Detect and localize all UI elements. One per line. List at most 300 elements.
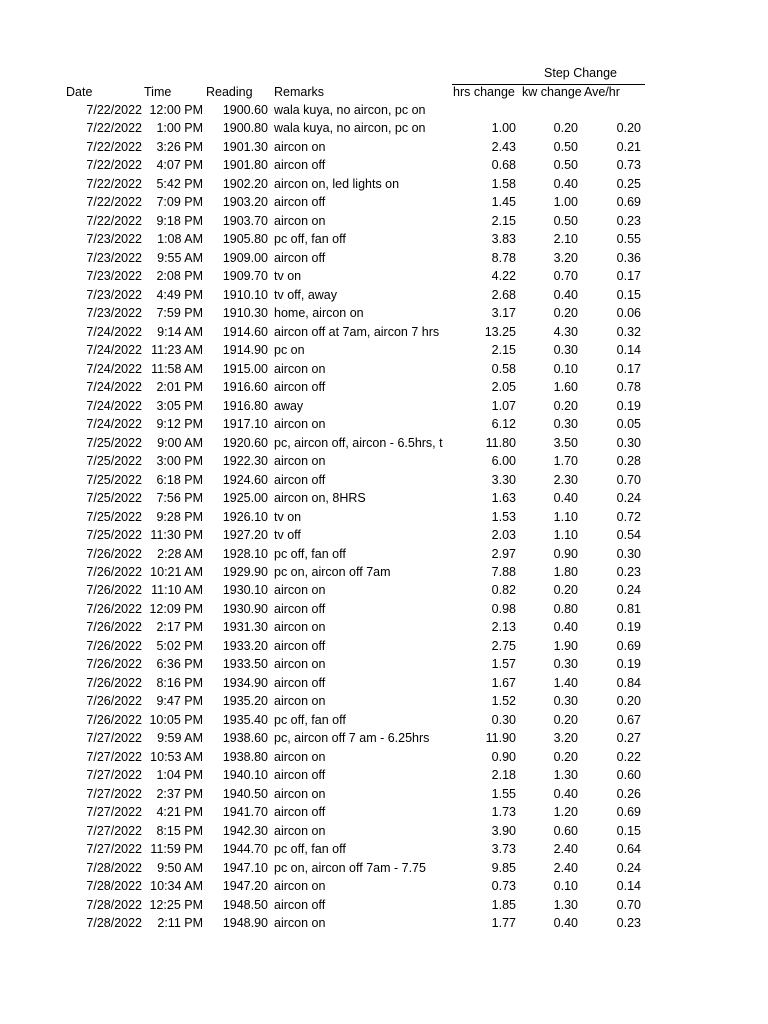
ave-hr-cell: 0.19 — [616, 398, 641, 413]
reading-cell: 1933.20 — [222, 638, 268, 653]
remarks-cell: tv off, away — [274, 287, 337, 302]
time-cell: 9:28 PM — [156, 509, 203, 524]
remarks-cell: aircon on, 8HRS — [274, 491, 366, 506]
remarks-cell: aircon on — [274, 417, 326, 432]
table-row — [0, 323, 768, 341]
remarks-cell: tv on — [274, 269, 302, 284]
remarks-cell: pc off, fan off — [274, 546, 346, 561]
kw-change-cell: 1.70 — [553, 454, 578, 469]
table-row — [0, 193, 768, 211]
kw-change-cell: 0.20 — [553, 583, 578, 598]
reading-cell: 1927.20 — [222, 528, 268, 543]
kw-change-cell: 1.10 — [553, 528, 578, 543]
kw-change-cell: 2.10 — [553, 232, 578, 247]
reading-cell: 1910.10 — [222, 287, 268, 302]
hrs-change-cell: 4.22 — [491, 269, 516, 284]
kw-change-cell: 1.80 — [553, 565, 578, 579]
header-reading: Reading — [206, 85, 253, 99]
date-cell: 7/25/2022 — [86, 509, 142, 524]
date-cell: 7/27/2022 — [86, 823, 142, 838]
time-cell: 9:18 PM — [156, 213, 203, 228]
kw-change-cell: 0.40 — [553, 287, 578, 302]
hrs-change-cell: 2.03 — [491, 528, 516, 543]
table-row — [0, 711, 768, 729]
remarks-cell: aircon on — [274, 694, 326, 709]
table-row — [0, 729, 768, 747]
table-row — [0, 655, 768, 673]
remarks-cell: aircon on — [274, 139, 326, 154]
ave-hr-cell: 0.19 — [616, 657, 641, 672]
hrs-change-cell: 1.85 — [491, 897, 516, 912]
kw-change-cell: 0.30 — [553, 694, 578, 709]
hrs-change-cell: 2.68 — [491, 287, 516, 302]
reading-cell: 1916.80 — [222, 398, 268, 413]
date-cell: 7/27/2022 — [86, 731, 142, 746]
time-cell: 10:21 AM — [150, 565, 203, 579]
reading-cell: 1922.30 — [222, 454, 268, 469]
hrs-change-cell: 0.82 — [491, 583, 516, 598]
kw-change-cell: 0.30 — [553, 343, 578, 358]
date-cell: 7/23/2022 — [86, 287, 142, 302]
table-row — [0, 267, 768, 285]
date-cell: 7/22/2022 — [86, 121, 142, 136]
ave-hr-cell: 0.17 — [616, 269, 641, 284]
date-cell: 7/27/2022 — [86, 768, 142, 783]
kw-change-cell: 1.60 — [553, 380, 578, 395]
reading-cell: 1934.90 — [222, 675, 268, 690]
step-change-title: Step Change — [544, 66, 617, 80]
remarks-cell: aircon off — [274, 250, 326, 265]
reading-cell: 1935.40 — [222, 712, 268, 727]
header-ave-hr: Ave/hr — [584, 85, 620, 99]
kw-change-cell: 1.30 — [553, 897, 578, 912]
date-cell: 7/27/2022 — [86, 786, 142, 801]
time-cell: 9:14 AM — [157, 324, 203, 339]
reading-cell: 1902.20 — [222, 176, 268, 191]
reading-cell: 1938.80 — [222, 749, 268, 764]
ave-hr-cell: 0.15 — [616, 823, 641, 838]
hrs-change-cell: 3.30 — [491, 472, 516, 487]
reading-cell: 1929.90 — [222, 565, 268, 579]
table-row — [0, 840, 768, 858]
hrs-change-cell: 13.25 — [484, 324, 516, 339]
ave-hr-cell: 0.32 — [616, 324, 641, 339]
date-cell: 7/22/2022 — [86, 139, 142, 154]
kw-change-cell: 1.00 — [553, 195, 578, 210]
time-cell: 7:59 PM — [156, 306, 203, 321]
table-row — [0, 489, 768, 507]
date-cell: 7/26/2022 — [86, 638, 142, 653]
ave-hr-cell: 0.78 — [616, 380, 641, 395]
time-cell: 2:17 PM — [156, 620, 203, 635]
table-row — [0, 249, 768, 267]
kw-change-cell: 0.60 — [553, 823, 578, 838]
kw-change-cell: 0.40 — [553, 916, 578, 931]
date-cell: 7/25/2022 — [86, 472, 142, 487]
ave-hr-cell: 0.24 — [616, 583, 641, 598]
reading-cell: 1947.10 — [222, 860, 268, 875]
ave-hr-cell: 0.23 — [616, 213, 641, 228]
remarks-cell: aircon off — [274, 380, 326, 395]
time-cell: 4:21 PM — [156, 805, 203, 820]
hrs-change-cell: 1.57 — [491, 657, 516, 672]
reading-cell: 1917.10 — [222, 417, 268, 432]
time-cell: 8:16 PM — [156, 675, 203, 690]
time-cell: 6:18 PM — [156, 472, 203, 487]
date-cell: 7/26/2022 — [86, 657, 142, 672]
hrs-change-cell: 2.15 — [491, 343, 516, 358]
ave-hr-cell: 0.23 — [616, 916, 641, 931]
kw-change-cell: 0.30 — [553, 657, 578, 672]
header-date: Date — [66, 85, 93, 99]
date-cell: 7/27/2022 — [86, 749, 142, 764]
time-cell: 12:09 PM — [149, 601, 203, 616]
kw-change-cell: 1.20 — [553, 805, 578, 820]
date-cell: 7/24/2022 — [86, 324, 142, 339]
ave-hr-cell: 0.28 — [616, 454, 641, 469]
time-cell: 6:36 PM — [156, 657, 203, 672]
kw-change-cell: 0.80 — [553, 601, 578, 616]
table-row — [0, 101, 768, 119]
date-cell: 7/22/2022 — [86, 158, 142, 173]
table-row — [0, 803, 768, 821]
kw-change-cell: 0.40 — [553, 176, 578, 191]
ave-hr-cell: 0.55 — [616, 232, 641, 247]
date-cell: 7/26/2022 — [86, 712, 142, 727]
ave-hr-cell: 0.69 — [616, 195, 641, 210]
date-cell: 7/27/2022 — [86, 805, 142, 820]
kw-change-cell: 2.40 — [553, 860, 578, 875]
time-cell: 12:25 PM — [149, 897, 203, 912]
table-row — [0, 914, 768, 932]
remarks-cell: pc off, fan off — [274, 842, 346, 857]
time-cell: 8:15 PM — [156, 823, 203, 838]
hrs-change-cell: 1.77 — [491, 916, 516, 931]
reading-cell: 1925.00 — [222, 491, 268, 506]
time-cell: 5:42 PM — [156, 176, 203, 191]
ave-hr-cell: 0.24 — [616, 491, 641, 506]
time-cell: 9:55 AM — [157, 250, 203, 265]
kw-change-cell: 4.30 — [553, 324, 578, 339]
reading-cell: 1942.30 — [222, 823, 268, 838]
table-row — [0, 452, 768, 470]
hrs-change-cell: 1.67 — [491, 675, 516, 690]
hrs-change-cell: 2.97 — [491, 546, 516, 561]
hrs-change-cell: 2.75 — [491, 638, 516, 653]
time-cell: 2:37 PM — [156, 786, 203, 801]
time-cell: 11:30 PM — [150, 528, 203, 543]
date-cell: 7/22/2022 — [86, 195, 142, 210]
ave-hr-cell: 0.64 — [616, 842, 641, 857]
table-row — [0, 230, 768, 248]
ave-hr-cell: 0.73 — [616, 158, 641, 173]
time-cell: 5:02 PM — [156, 638, 203, 653]
ave-hr-cell: 0.19 — [616, 620, 641, 635]
table-row — [0, 286, 768, 304]
date-cell: 7/25/2022 — [86, 528, 142, 543]
reading-cell: 1903.20 — [222, 195, 268, 210]
remarks-cell: aircon on — [274, 786, 326, 801]
time-cell: 11:10 AM — [151, 583, 203, 598]
ave-hr-cell: 0.26 — [616, 786, 641, 801]
remarks-cell: aircon off — [274, 897, 326, 912]
time-cell: 11:59 PM — [150, 842, 203, 857]
reading-cell: 1900.80 — [222, 121, 268, 136]
time-cell: 7:09 PM — [156, 195, 203, 210]
kw-change-cell: 2.40 — [553, 842, 578, 857]
table-row — [0, 156, 768, 174]
remarks-cell: wala kuya, no aircon, pc on — [274, 121, 426, 136]
table-row — [0, 360, 768, 378]
table-row — [0, 618, 768, 636]
reading-cell: 1940.10 — [222, 768, 268, 783]
date-cell: 7/28/2022 — [86, 860, 142, 875]
kw-change-cell: 0.20 — [553, 398, 578, 413]
table-row — [0, 896, 768, 914]
kw-change-cell: 0.20 — [553, 306, 578, 321]
table-row — [0, 674, 768, 692]
kw-change-cell: 0.40 — [553, 491, 578, 506]
hrs-change-cell: 0.90 — [491, 749, 516, 764]
table-row — [0, 859, 768, 877]
time-cell: 2:08 PM — [156, 269, 203, 284]
time-cell: 9:00 AM — [157, 435, 203, 450]
kw-change-cell: 3.20 — [553, 250, 578, 265]
table-row — [0, 212, 768, 230]
date-cell: 7/25/2022 — [86, 491, 142, 506]
table-row — [0, 877, 768, 895]
remarks-cell: pc off, fan off — [274, 712, 346, 727]
table-row — [0, 766, 768, 784]
reading-cell: 1940.50 — [222, 786, 268, 801]
time-cell: 10:05 PM — [149, 712, 203, 727]
remarks-cell: pc on — [274, 343, 305, 358]
reading-cell: 1948.90 — [222, 916, 268, 931]
hrs-change-cell: 1.52 — [491, 694, 516, 709]
reading-cell: 1931.30 — [222, 620, 268, 635]
hrs-change-cell: 9.85 — [491, 860, 516, 875]
remarks-cell: aircon on — [274, 213, 326, 228]
kw-change-cell: 0.20 — [553, 712, 578, 727]
kw-change-cell: 1.90 — [553, 638, 578, 653]
remarks-cell: wala kuya, no aircon, pc on — [274, 103, 426, 117]
date-cell: 7/26/2022 — [86, 620, 142, 635]
time-cell: 7:56 PM — [156, 491, 203, 506]
ave-hr-cell: 0.15 — [616, 287, 641, 302]
hrs-change-cell: 6.12 — [491, 417, 516, 432]
reading-cell: 1948.50 — [222, 897, 268, 912]
date-cell: 7/25/2022 — [86, 435, 142, 450]
table-row — [0, 175, 768, 193]
remarks-cell: aircon on — [274, 583, 326, 598]
table-row — [0, 415, 768, 433]
hrs-change-cell: 1.45 — [491, 195, 516, 210]
remarks-cell: aircon on — [274, 879, 326, 894]
reading-cell: 1926.10 — [222, 509, 268, 524]
table-row — [0, 526, 768, 544]
header-kw-change: kw change — [522, 85, 582, 99]
kw-change-cell: 0.50 — [553, 139, 578, 154]
date-cell: 7/23/2022 — [86, 306, 142, 321]
remarks-cell: aircon on, led lights on — [274, 176, 400, 191]
reading-cell: 1935.20 — [222, 694, 268, 709]
time-cell: 2:11 PM — [157, 916, 203, 931]
remarks-cell: pc on, aircon off 7am - 7.75 — [274, 860, 426, 875]
hrs-change-cell: 3.73 — [491, 842, 516, 857]
table-row — [0, 785, 768, 803]
kw-change-cell: 0.40 — [553, 620, 578, 635]
date-cell: 7/26/2022 — [86, 694, 142, 709]
remarks-cell: home, aircon on — [274, 306, 364, 321]
remarks-cell: aircon off — [274, 768, 326, 783]
date-cell: 7/24/2022 — [86, 380, 142, 395]
ave-hr-cell: 0.36 — [616, 250, 641, 265]
header-time: Time — [144, 85, 172, 99]
time-cell: 4:49 PM — [156, 287, 203, 302]
kw-change-cell: 1.40 — [553, 675, 578, 690]
date-cell: 7/26/2022 — [86, 583, 142, 598]
date-cell: 7/28/2022 — [86, 916, 142, 931]
date-cell: 7/24/2022 — [86, 343, 142, 358]
remarks-cell: aircon off at 7am, aircon 7 hrs — [274, 324, 440, 339]
reading-cell: 1930.90 — [222, 601, 268, 616]
reading-cell: 1914.60 — [222, 324, 268, 339]
table-row — [0, 545, 768, 563]
ave-hr-cell: 0.20 — [616, 694, 641, 709]
table-row — [0, 637, 768, 655]
remarks-cell: aircon on — [274, 361, 326, 376]
kw-change-cell: 3.20 — [553, 731, 578, 746]
hrs-change-cell: 1.53 — [491, 509, 516, 524]
reading-cell: 1903.70 — [222, 213, 268, 228]
hrs-change-cell: 1.00 — [491, 121, 516, 136]
reading-cell: 1910.30 — [222, 306, 268, 321]
reading-cell: 1933.50 — [222, 657, 268, 672]
kw-change-cell: 1.10 — [553, 509, 578, 524]
reading-cell: 1930.10 — [222, 583, 268, 598]
remarks-cell: aircon on — [274, 454, 326, 469]
hrs-change-cell: 0.58 — [491, 361, 516, 376]
ave-hr-cell: 0.84 — [616, 675, 641, 690]
kw-change-cell: 0.30 — [553, 417, 578, 432]
table-row — [0, 822, 768, 840]
date-cell: 7/23/2022 — [86, 250, 142, 265]
table-row — [0, 341, 768, 359]
remarks-cell: pc, aircon off, aircon - 6.5hrs, t — [274, 435, 443, 450]
remarks-cell: aircon off — [274, 601, 326, 616]
ave-hr-cell: 0.30 — [616, 546, 641, 561]
reading-cell: 1909.00 — [222, 250, 268, 265]
hrs-change-cell: 2.05 — [491, 380, 516, 395]
hrs-change-cell: 1.58 — [491, 176, 516, 191]
time-cell: 11:58 AM — [151, 361, 203, 376]
ave-hr-cell: 0.06 — [616, 306, 641, 321]
hrs-change-cell: 2.43 — [491, 139, 516, 154]
reading-cell: 1938.60 — [222, 731, 268, 746]
time-cell: 9:47 PM — [156, 694, 203, 709]
time-cell: 10:34 AM — [150, 879, 203, 894]
ave-hr-cell: 0.20 — [616, 121, 641, 136]
kw-change-cell: 1.30 — [553, 768, 578, 783]
ave-hr-cell: 0.23 — [616, 565, 641, 579]
remarks-cell: aircon off — [274, 675, 326, 690]
remarks-cell: aircon off — [274, 472, 326, 487]
ave-hr-cell: 0.67 — [616, 712, 641, 727]
table-row — [0, 581, 768, 599]
date-cell: 7/22/2022 — [86, 176, 142, 191]
table-row — [0, 692, 768, 710]
ave-hr-cell: 0.70 — [616, 472, 641, 487]
reading-cell: 1916.60 — [222, 380, 268, 395]
remarks-cell: tv on — [274, 509, 302, 524]
date-cell: 7/28/2022 — [86, 879, 142, 894]
remarks-cell: aircon on — [274, 620, 326, 635]
table-row — [0, 138, 768, 156]
table-row — [0, 563, 768, 581]
reading-cell: 1901.80 — [222, 158, 268, 173]
kw-change-cell: 0.10 — [553, 879, 578, 894]
hrs-change-cell: 0.30 — [491, 712, 516, 727]
hrs-change-cell: 3.17 — [491, 306, 516, 321]
table-row — [0, 119, 768, 137]
kw-change-cell: 0.50 — [553, 158, 578, 173]
table-row — [0, 434, 768, 452]
time-cell: 1:04 PM — [156, 768, 203, 783]
kw-change-cell: 0.90 — [553, 546, 578, 561]
ave-hr-cell: 0.72 — [616, 509, 641, 524]
date-cell: 7/22/2022 — [86, 213, 142, 228]
hrs-change-cell: 1.07 — [491, 398, 516, 413]
remarks-cell: aircon on — [274, 749, 326, 764]
hrs-change-cell: 2.18 — [491, 768, 516, 783]
hrs-change-cell: 2.13 — [491, 620, 516, 635]
date-cell: 7/23/2022 — [86, 269, 142, 284]
kw-change-cell: 0.20 — [553, 121, 578, 136]
table-row — [0, 471, 768, 489]
time-cell: 2:01 PM — [156, 380, 203, 395]
ave-hr-cell: 0.81 — [616, 601, 641, 616]
hrs-change-cell: 1.73 — [491, 805, 516, 820]
header-remarks: Remarks — [274, 85, 325, 99]
reading-cell: 1914.90 — [222, 343, 268, 358]
hrs-change-cell: 2.15 — [491, 213, 516, 228]
time-cell: 2:28 AM — [157, 546, 203, 561]
remarks-cell: aircon off — [274, 195, 326, 210]
reading-cell: 1920.60 — [222, 435, 268, 450]
kw-change-cell: 0.20 — [553, 749, 578, 764]
reading-cell: 1900.60 — [222, 103, 268, 117]
ave-hr-cell: 0.54 — [616, 528, 641, 543]
table-row — [0, 748, 768, 766]
time-cell: 9:12 PM — [156, 417, 203, 432]
date-cell: 7/26/2022 — [86, 565, 142, 579]
ave-hr-cell: 0.27 — [616, 731, 641, 746]
date-cell: 7/25/2022 — [86, 454, 142, 469]
ave-hr-cell: 0.21 — [616, 139, 641, 154]
date-cell: 7/24/2022 — [86, 417, 142, 432]
date-cell: 7/22/2022 — [86, 103, 142, 117]
reading-cell: 1944.70 — [222, 842, 268, 857]
hrs-change-cell: 0.68 — [491, 158, 516, 173]
reading-cell: 1915.00 — [222, 361, 268, 376]
date-cell: 7/26/2022 — [86, 675, 142, 690]
time-cell: 4:07 PM — [156, 158, 203, 173]
remarks-cell: aircon on — [274, 657, 326, 672]
table-row — [0, 397, 768, 415]
date-cell: 7/27/2022 — [86, 842, 142, 857]
remarks-cell: tv off — [274, 528, 301, 543]
time-cell: 11:23 AM — [151, 343, 203, 358]
